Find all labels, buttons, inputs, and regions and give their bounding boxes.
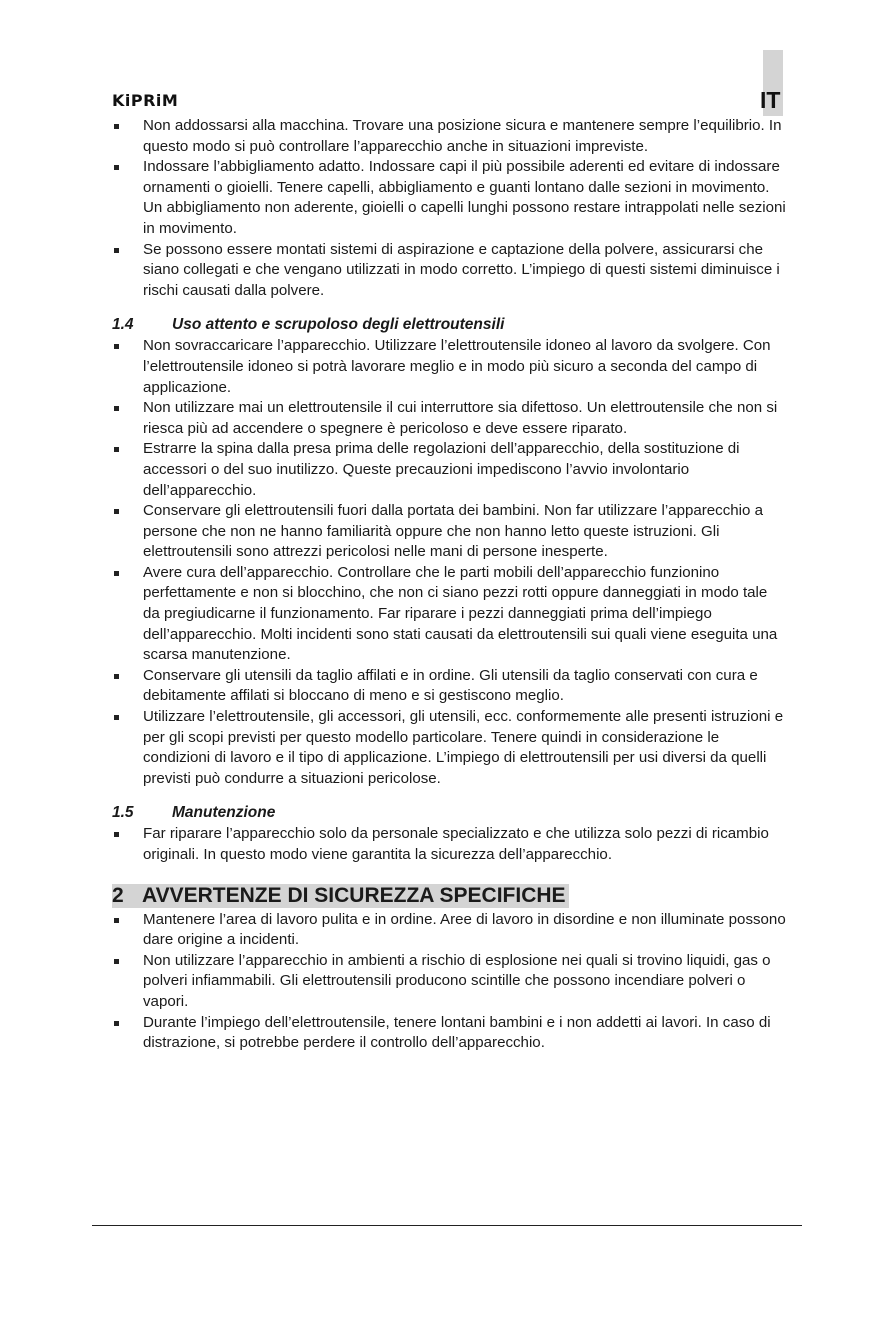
list-item: Conservare gli elettroutensili fuori dalla portata dei bambini. Non far utilizzare l’apparecchio a persone che non ne hanno familiarità oppure che non hanno letto queste istruzioni. Gli elettroutensili sono attrezzi pericolosi nelle mani di persone inesperte. [112,501,787,563]
list-item: Non addossarsi alla macchina. Trovare una posizione sicura e mantenere sempre l’equilibrio. In questo modo si può controllare l’apparecchio anche in situazioni impreviste. [112,116,787,157]
list-item: Durante l’impiego dell’elettroutensile, tenere lontani bambini e i non addetti ai lavori. In caso di distrazione, si potrebbe perdere il controllo dell’apparecchio. [112,1013,787,1054]
list-item: Avere cura dell’apparecchio. Controllare che le parti mobili dell’apparecchio funzionino perfettamente e non si blocchino, che non ci siano pezzi rotti oppure danneggiati in modo tale da pregiudicarne il funzionamento. Far riparare i pezzi danneggiati prima dell’impiego dell’apparecchio. Molti incidenti sono stati causati da elettroutensili sui quali viene eseguita una scarsa manutenzione. [112,563,787,666]
list-item: Mantenere l’area di lavoro pulita e in ordine. Aree di lavoro in disordine e non illuminate possono dare origine a incidenti. [112,910,787,951]
section-heading-2 [112,884,569,908]
list-item: Non utilizzare l’apparecchio in ambienti a rischio di esplosione nei quali si trovino liquidi, gas o polveri infiammabili. Gli elettroutensili producono scintille che possono incendiare polveri o vapori. [112,951,787,1013]
list-item: Non sovraccaricare l’apparecchio. Utilizzare l’elettroutensile idoneo al lavoro da svolgere. Con l’elettroutensile idoneo si potrà lavorare meglio e in modo più sicuro a seconda del campo di applicazione. [112,336,787,398]
section-1-5-list [112,824,787,865]
section-number: 1.4 [112,316,134,334]
language-code: IT [760,87,781,113]
page-content [112,116,787,1054]
footer-divider [92,1225,802,1226]
list-item: Indossare l’abbigliamento adatto. Indossare capi il più possibile aderenti ed evitare di indossare ornamenti o gioielli. Tenere capelli, abbigliamento e guanti lontano dalle sezioni in movimento. Un abbigliamento non aderente, gioielli o capelli lunghi possono restare intrappolati nelle sezioni in movimento. [112,157,787,239]
list-item: Se possono essere montati sistemi di aspirazione e captazione della polvere, assicurarsi che siano collegati e che vengano utilizzati in modo corretto. L’impiego di questi sistemi diminuisce i rischi causati dalla polvere. [112,240,787,302]
section-number: 1.5 [112,804,134,822]
section-heading-1-5 [112,803,787,823]
section-heading-1-4 [112,315,787,335]
list-item: Non utilizzare mai un elettroutensile il cui interruttore sia difettoso. Un elettroutensile che non si riesca più ad accendere o spegnere è pericoloso e deve essere riparato. [112,398,787,439]
list-item: Utilizzare l’elettroutensile, gli accessori, gli utensili, ecc. conformemente alle presenti istruzioni e per gli scopi previsti per questo modello particolare. Tenere quindi in considerazione le condizioni di lavoro e il tipo di applicazione. L’impiego di elettroutensili per usi diversi da quelli previsti può condurre a situazioni pericolose. [112,707,787,789]
brand-logo: KiPRiM [112,91,179,110]
list-item: Far riparare l’apparecchio solo da personale specializzato e che utilizza solo pezzi di ricambio originali. In questo modo viene garantita la sicurezza dell’apparecchio. [112,824,787,865]
list-item: Conservare gli utensili da taglio affilati e in ordine. Gli utensili da taglio conservati con cura e debitamente affilati si bloccano di meno e si gestiscono meglio. [112,666,787,707]
intro-list [112,116,787,301]
section-title: AVVERTENZE DI SICUREZZA SPECIFICHE [142,883,566,907]
section-title: Uso attento e scrupoloso degli elettroutensili [172,316,505,334]
section-title: Manutenzione [172,804,276,822]
list-item: Estrarre la spina dalla presa prima delle regolazioni dell’apparecchio, della sostituzione di accessori o del suo inutilizzo. Queste precauzioni impediscono l’avvio involontario dell’apparecchio. [112,439,787,501]
section-2-list [112,910,787,1054]
section-1-4-list [112,336,787,789]
section-number: 2 [112,883,124,907]
